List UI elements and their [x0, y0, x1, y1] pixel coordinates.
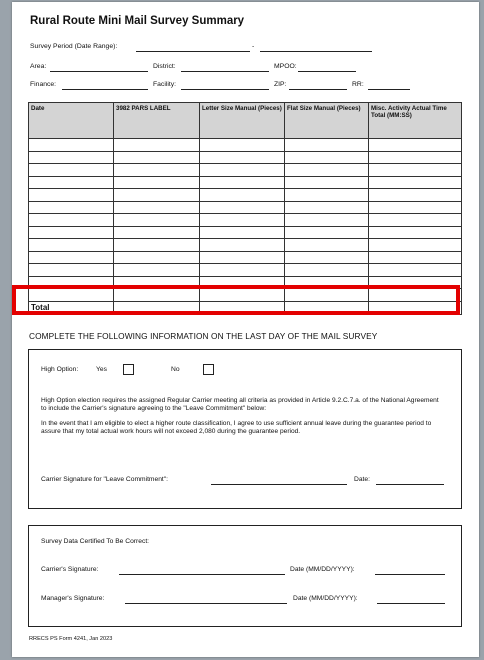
table-cell[interactable] [369, 176, 462, 189]
table-cell[interactable] [200, 239, 285, 252]
survey-table [28, 102, 462, 315]
zip-field[interactable] [289, 89, 347, 90]
high-option-label: High Option: [41, 366, 79, 373]
table-cell[interactable] [369, 151, 462, 164]
table-row [29, 239, 462, 252]
finance-label: Finance: [30, 81, 57, 88]
table-cell[interactable] [114, 226, 200, 239]
table-cell[interactable] [29, 189, 114, 202]
table-row [29, 226, 462, 239]
table-cell[interactable] [114, 201, 200, 214]
table-cell[interactable] [285, 239, 369, 252]
table-cell[interactable] [200, 189, 285, 202]
table-row [29, 214, 462, 227]
district-label: District: [153, 63, 176, 70]
total-label: Total [29, 301, 114, 314]
table-cell[interactable] [200, 214, 285, 227]
table-cell[interactable] [369, 264, 462, 277]
table-cell[interactable] [29, 251, 114, 264]
no-label: No [171, 366, 180, 373]
zip-label: ZIP: [274, 81, 287, 88]
table-cell[interactable] [369, 139, 462, 152]
no-checkbox[interactable] [203, 364, 214, 375]
table-cell[interactable] [114, 139, 200, 152]
table-cell[interactable] [369, 251, 462, 264]
facility-label: Facility: [153, 81, 177, 88]
table-cell[interactable] [200, 264, 285, 277]
table-cell[interactable] [285, 251, 369, 264]
carrier-date-field[interactable] [375, 574, 445, 575]
certification-box [28, 525, 462, 627]
table-cell[interactable] [369, 226, 462, 239]
rr-field[interactable] [368, 89, 410, 90]
table-cell[interactable] [200, 164, 285, 177]
table-cell[interactable] [369, 189, 462, 202]
table-cell[interactable] [200, 201, 285, 214]
col-header-flat-size: Flat Size Manual (Pieces) [285, 103, 369, 139]
table-cell[interactable] [114, 214, 200, 227]
finance-field[interactable] [62, 89, 148, 90]
table-cell[interactable] [29, 201, 114, 214]
carrier-leave-signature-field[interactable] [211, 484, 347, 485]
table-cell[interactable] [114, 239, 200, 252]
high-option-box [28, 349, 462, 509]
table-cell[interactable] [29, 139, 114, 152]
table-row [29, 264, 462, 277]
facility-field[interactable] [181, 89, 269, 90]
mpoo-label: MPOO: [274, 63, 297, 70]
leave-date-label: Date: [354, 476, 370, 483]
col-header-letter-size: Letter Size Manual (Pieces) [200, 103, 285, 139]
manager-signature-label: Manager's Signature: [41, 595, 105, 602]
range-dash: - [252, 43, 255, 50]
total-highlight-box [12, 285, 460, 315]
section-heading: COMPLETE THE FOLLOWING INFORMATION ON THE LAST DAY OF THE MAIL SURVEY [29, 331, 378, 341]
mpoo-field[interactable] [298, 71, 356, 72]
table-cell[interactable] [114, 176, 200, 189]
table-cell[interactable] [200, 226, 285, 239]
table-cell[interactable] [114, 151, 200, 164]
table-row [29, 139, 462, 152]
col-header-pars-label: 3982 PARS LABEL [114, 103, 200, 139]
area-label: Area: [30, 63, 47, 70]
form-footer: RRECS PS Form 4241, Jan 2023 [29, 636, 113, 642]
table-cell[interactable] [114, 251, 200, 264]
table-cell[interactable] [200, 176, 285, 189]
table-cell[interactable] [29, 264, 114, 277]
table-row [29, 251, 462, 264]
area-field[interactable] [50, 71, 148, 72]
yes-label: Yes [96, 366, 107, 373]
table-cell[interactable] [285, 214, 369, 227]
table-cell[interactable] [285, 164, 369, 177]
form-page [12, 2, 479, 657]
table-cell[interactable] [285, 264, 369, 277]
leave-commitment-text: In the event that I am eligible to elect a higher route classification, I agree to use sufficient annual leave during the guarantee period to assure that my total actual work hours will not exceed 2,080 during the guarantee period. [41, 420, 432, 435]
survey-period-start-field[interactable] [136, 51, 250, 52]
table-cell[interactable] [29, 176, 114, 189]
form-title: Rural Route Mini Mail Survey Summary [30, 15, 245, 27]
manager-signature-field[interactable] [125, 603, 287, 604]
yes-checkbox[interactable] [123, 364, 134, 375]
table-row [29, 164, 462, 177]
table-row [29, 151, 462, 164]
carrier-leave-signature-label: Carrier Signature for "Leave Commitment": [41, 476, 169, 483]
carrier-signature-field[interactable] [119, 574, 285, 575]
table-cell[interactable] [29, 214, 114, 227]
survey-period-label: Survey Period (Date Range): [30, 43, 118, 50]
table-cell[interactable] [29, 239, 114, 252]
table-cell[interactable] [114, 164, 200, 177]
table-cell[interactable] [369, 164, 462, 177]
table-cell[interactable] [29, 164, 114, 177]
table-cell[interactable] [369, 201, 462, 214]
certify-heading: Survey Data Certified To Be Correct: [41, 538, 150, 545]
table-cell[interactable] [285, 226, 369, 239]
table-cell[interactable] [114, 264, 200, 277]
table-cell[interactable] [285, 201, 369, 214]
manager-date-field[interactable] [377, 603, 445, 604]
carrier-signature-label: Carrier's Signature: [41, 566, 99, 573]
table-cell[interactable] [285, 176, 369, 189]
table-cell[interactable] [285, 189, 369, 202]
col-header-date: Date [29, 103, 114, 139]
table-cell[interactable] [29, 226, 114, 239]
manager-date-label: Date (MM/DD/YYYY): [293, 595, 358, 602]
table-cell[interactable] [200, 251, 285, 264]
district-field[interactable] [181, 71, 269, 72]
table-cell[interactable] [200, 139, 285, 152]
table-header-row [29, 103, 462, 139]
leave-date-field[interactable] [376, 484, 444, 485]
carrier-date-label: Date (MM/DD/YYYY): [290, 566, 355, 573]
table-cell[interactable] [285, 151, 369, 164]
rr-label: RR: [352, 81, 364, 88]
table-cell[interactable] [114, 189, 200, 202]
table-cell[interactable] [369, 239, 462, 252]
survey-period-end-field[interactable] [260, 51, 372, 52]
table-row [29, 176, 462, 189]
table-cell[interactable] [29, 151, 114, 164]
table-cell[interactable] [285, 139, 369, 152]
high-option-requirement-text: High Option election requires the assigned Regular Carrier meeting all criteria as provided in Article 9.2.C.7.a. of the National Agreement to include the Carrier's signature agreeing to the "Leave Commitment" below: [41, 397, 439, 412]
table-cell[interactable] [200, 151, 285, 164]
table-cell[interactable] [369, 214, 462, 227]
table-row [29, 189, 462, 202]
table-row [29, 201, 462, 214]
col-header-misc-activity: Misc. Activity Actual Time Total (MM:SS) [369, 103, 462, 139]
